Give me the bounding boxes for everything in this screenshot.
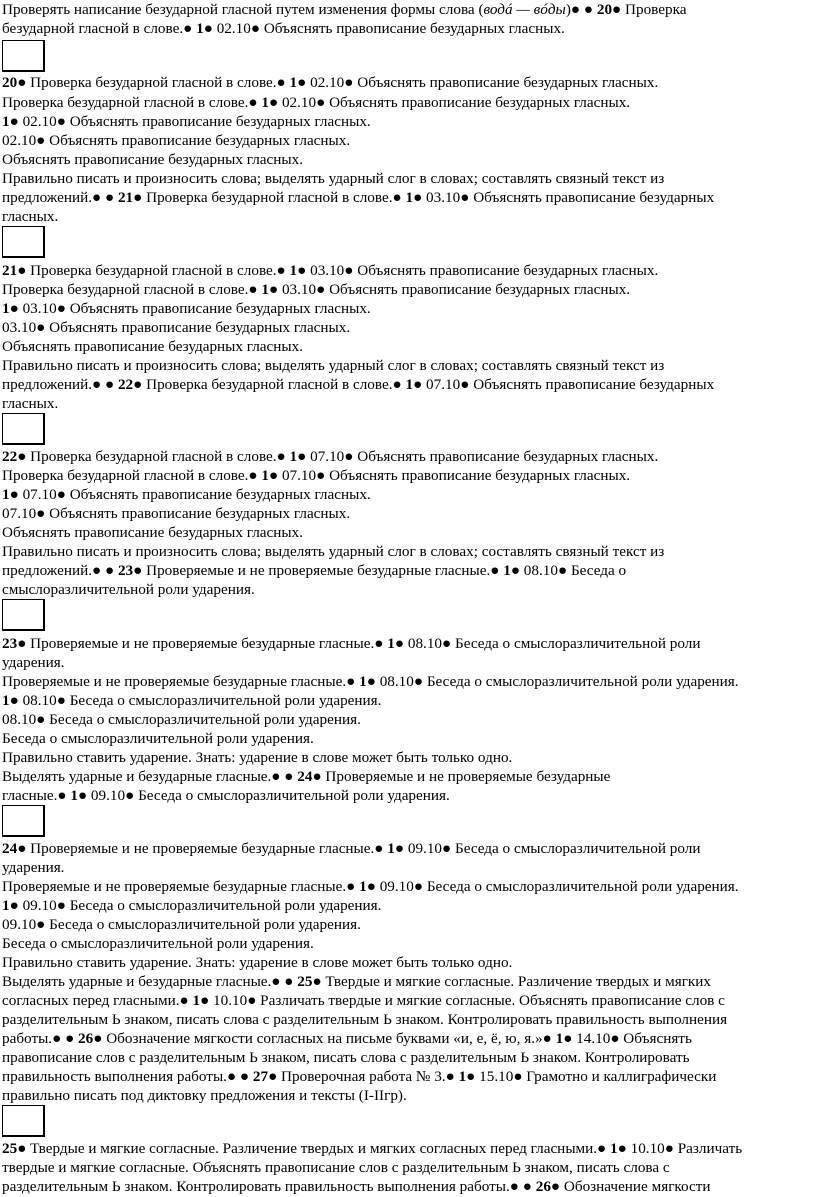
text-line: гласные.● 1● 09.10● Беседа о смыслоразличительной роли ударения. bbox=[2, 787, 450, 804]
text-line: Проверяемые и не проверяемые безударные гласные.● 1● 08.10● Беседа о смыслоразличительной роли ударения. bbox=[2, 673, 739, 690]
text-line: гласных. bbox=[2, 395, 59, 412]
text-line: Проверяемые и не проверяемые безударные гласные.● 1● 09.10● Беседа о смыслоразличительной роли ударения. bbox=[2, 878, 739, 895]
text-line: Проверка безударной гласной в слове.● 1● 07.10● Объяснять правописание безударных гласных. bbox=[2, 467, 631, 484]
text-line: Беседа о смыслоразличительной роли ударения. bbox=[2, 935, 314, 952]
text-line: Правильно писать и произносить слова; выделять ударный слог в словах; составлять связный текст из bbox=[2, 357, 665, 374]
text-line: Правильно ставить ударение. Знать: ударение в слове может быть только одно. bbox=[2, 954, 513, 971]
text-line: правильно писать под диктовку предложения и тексты (I-IIгр). bbox=[2, 1087, 407, 1104]
empty-table-cell bbox=[2, 805, 45, 837]
text-line: правописание слов с разделительным Ь знаком, писать слова с разделительным Ь знаком. Контролировать bbox=[2, 1049, 690, 1066]
text-line: разделительным Ь знаком. Контролировать правильность выполнения работы.● ● 26● Обозначение мягкости bbox=[2, 1178, 711, 1195]
text-line: предложений.● ● 23● Проверяемые и не проверяемые безударные гласные.● 1● 08.10● Беседа о bbox=[2, 562, 627, 579]
text-line: 1● 08.10● Беседа о смыслоразличительной роли ударения. bbox=[2, 692, 382, 709]
empty-table-cell bbox=[2, 599, 45, 631]
text-line: Проверка безударной гласной в слове.● 1● 03.10● Объяснять правописание безударных гласных. bbox=[2, 281, 631, 298]
text-line: ударения. bbox=[2, 859, 65, 876]
text-line: ударения. bbox=[2, 654, 65, 671]
text-line: 1● 03.10● Объяснять правописание безударных гласных. bbox=[2, 300, 371, 317]
text-line: Правильно писать и произносить слова; выделять ударный слог в словах; составлять связный текст из bbox=[2, 543, 665, 560]
text-line: 25● Твердые и мягкие согласные. Различение твердых и мягких согласных перед гласными.● 1● 10.10● Различать bbox=[2, 1140, 743, 1157]
text-line: твердые и мягкие согласные. Объяснять правописание слов с разделительным Ь знаком, писать слова с bbox=[2, 1159, 670, 1176]
text-line: гласных. bbox=[2, 208, 59, 225]
text-line: Правильно ставить ударение. Знать: ударение в слове может быть только одно. bbox=[2, 749, 513, 766]
text-line: предложений.● ● 22● Проверка безударной гласной в слове.● 1● 07.10● Объяснять правописание безударных bbox=[2, 376, 715, 393]
text-line: правильность выполнения работы.● ● 27● Проверочная работа № 3.● 1● 15.10● Грамотно и каллиграфически bbox=[2, 1068, 717, 1085]
empty-table-cell bbox=[2, 226, 45, 258]
text-line: согласных перед гласными.● 1● 10.10● Различать твердые и мягкие согласные. Объяснять правописание слов с bbox=[2, 992, 725, 1009]
text-line: 07.10● Объяснять правописание безударных гласных. bbox=[2, 505, 351, 522]
text-line: Проверять написание безударной гласной путем изменения формы слова (водá — вóды)● ● 20● Проверка bbox=[2, 1, 687, 18]
text-line: 21● Проверка безударной гласной в слове.● 1● 03.10● Объяснять правописание безударных гласных. bbox=[2, 262, 659, 279]
text-line: работы.● ● 26● Обозначение мягкости согласных на письме буквами «и, е, ё, ю, я.»● 1● 14.10● Объяснять bbox=[2, 1030, 692, 1047]
text-line: 24● Проверяемые и не проверяемые безударные гласные.● 1● 09.10● Беседа о смыслоразличительной роли bbox=[2, 840, 701, 857]
text-line: 03.10● Объяснять правописание безударных гласных. bbox=[2, 319, 351, 336]
text-line: 08.10● Беседа о смыслоразличительной роли ударения. bbox=[2, 711, 361, 728]
text-line: 1● 09.10● Беседа о смыслоразличительной роли ударения. bbox=[2, 897, 382, 914]
text-line: Беседа о смыслоразличительной роли ударения. bbox=[2, 730, 314, 747]
text-line: Правильно писать и произносить слова; выделять ударный слог в словах; составлять связный текст из bbox=[2, 170, 665, 187]
text-line: Выделять ударные и безударные гласные.● ● 25● Твердые и мягкие согласные. Различение твердых и мягких bbox=[2, 973, 712, 990]
text-line: 1● 07.10● Объяснять правописание безударных гласных. bbox=[2, 486, 371, 503]
text-line: 22● Проверка безударной гласной в слове.● 1● 07.10● Объяснять правописание безударных гласных. bbox=[2, 448, 659, 465]
empty-table-cell bbox=[2, 1105, 45, 1137]
text-line: 20● Проверка безударной гласной в слове.● 1● 02.10● Объяснять правописание безударных гласных. bbox=[2, 74, 659, 91]
text-line: 09.10● Беседа о смыслоразличительной роли ударения. bbox=[2, 916, 361, 933]
text-line: Выделять ударные и безударные гласные.● ● 24● Проверяемые и не проверяемые безударные bbox=[2, 768, 611, 785]
text-line: Объяснять правописание безударных гласных. bbox=[2, 524, 304, 541]
text-line: безударной гласной в слове.● 1● 02.10● Объяснять правописание безударных гласных. bbox=[2, 20, 565, 37]
empty-table-cell bbox=[2, 40, 45, 72]
text-line: 02.10● Объяснять правописание безударных гласных. bbox=[2, 132, 351, 149]
text-line: предложений.● ● 21● Проверка безударной гласной в слове.● 1● 03.10● Объяснять правописание безударных bbox=[2, 189, 715, 206]
empty-table-cell bbox=[2, 413, 45, 445]
text-line: 23● Проверяемые и не проверяемые безударные гласные.● 1● 08.10● Беседа о смыслоразличительной роли bbox=[2, 635, 701, 652]
text-line: Объяснять правописание безударных гласных. bbox=[2, 151, 304, 168]
text-line: Объяснять правописание безударных гласных. bbox=[2, 338, 304, 355]
text-line: 1● 02.10● Объяснять правописание безударных гласных. bbox=[2, 113, 371, 130]
text-line: разделительным Ь знаком, писать слова с разделительным Ь знаком. Контролировать правильность выполнения bbox=[2, 1011, 728, 1028]
text-line: смыслоразличительной роли ударения. bbox=[2, 581, 255, 598]
text-line: Проверка безударной гласной в слове.● 1● 02.10● Объяснять правописание безударных гласных. bbox=[2, 94, 631, 111]
